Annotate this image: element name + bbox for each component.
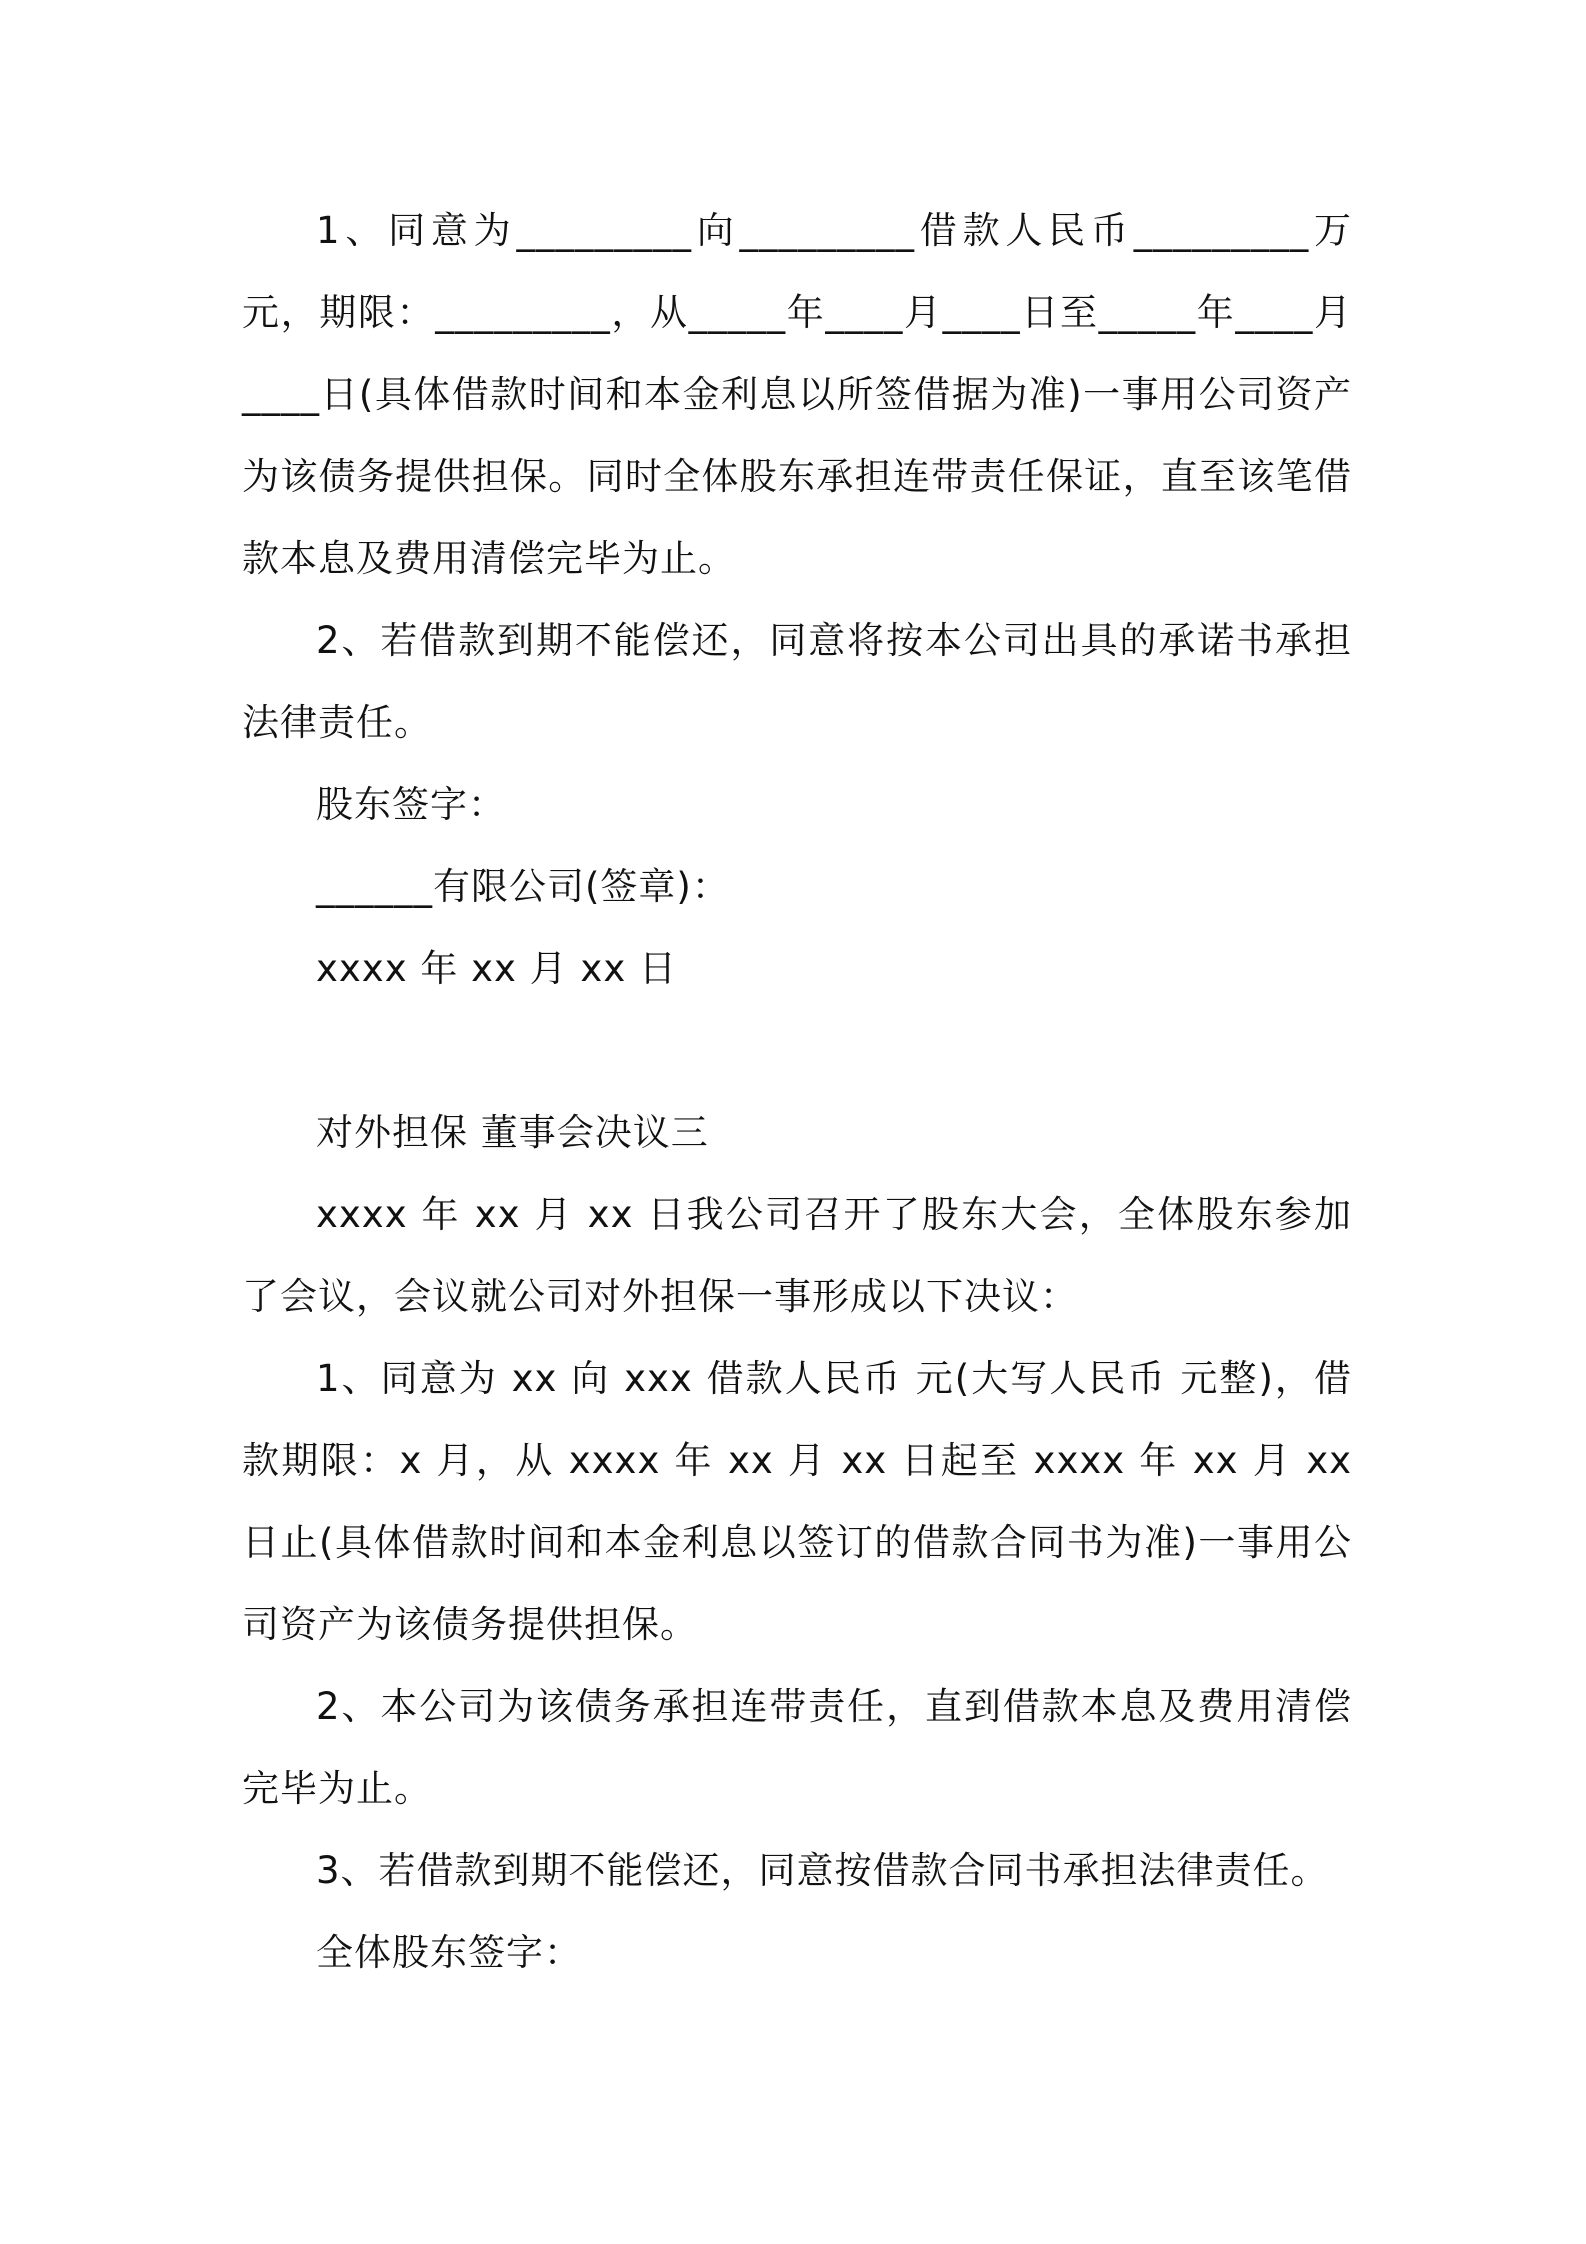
section-gap: [242, 1010, 1352, 1092]
all-shareholders-signature-label: 全体股东签字：: [316, 1931, 582, 1974]
company-seal-label: ______有限公司(签章)：: [316, 865, 730, 908]
resolution-item-2-b: 2、本公司为该债务承担连带责任，直到借款本息及费用清偿完毕为止。: [242, 1685, 1352, 1810]
resolution-item-3-b: 3、若借款到期不能偿还，同意按借款合同书承担法律责任。: [316, 1849, 1329, 1892]
meeting-intro: xxxx 年 xx 月 xx 日我公司召开了股东大会，全体股东参加了会议，会议就公司对外担保一事形成以下决议：: [242, 1193, 1352, 1318]
document-body: [242, 190, 1352, 1994]
resolution-item-1: 1、同意为_________向_________借款人民币_________万元，期限：_________，从_____年____月____日至_____年____月____日(具体借款时间和本金利息以所签借据为准)一事用公司资产为该债务提供担保。同时全体股东承担连带责任保证，直至该笔借款本息及费用清偿完毕为止。: [242, 209, 1352, 580]
shareholder-signature-label: 股东签字：: [316, 783, 506, 826]
section-title: 对外担保 董事会决议三: [316, 1111, 709, 1154]
resolution-item-1-b: 1、同意为 xx 向 xxx 借款人民币 元(大写人民币 元整)，借款期限：x 月，从 xxxx 年 xx 月 xx 日起至 xxxx 年 xx 月 xx 日止(具体借款时间和本金利息以签订的借款合同书为准)一事用公司资产为该债务提供担保。: [242, 1357, 1352, 1646]
resolution-item-2: 2、若借款到期不能偿还，同意将按本公司出具的承诺书承担法律责任。: [242, 619, 1352, 744]
document-date: xxxx 年 xx 月 xx 日: [316, 947, 677, 990]
